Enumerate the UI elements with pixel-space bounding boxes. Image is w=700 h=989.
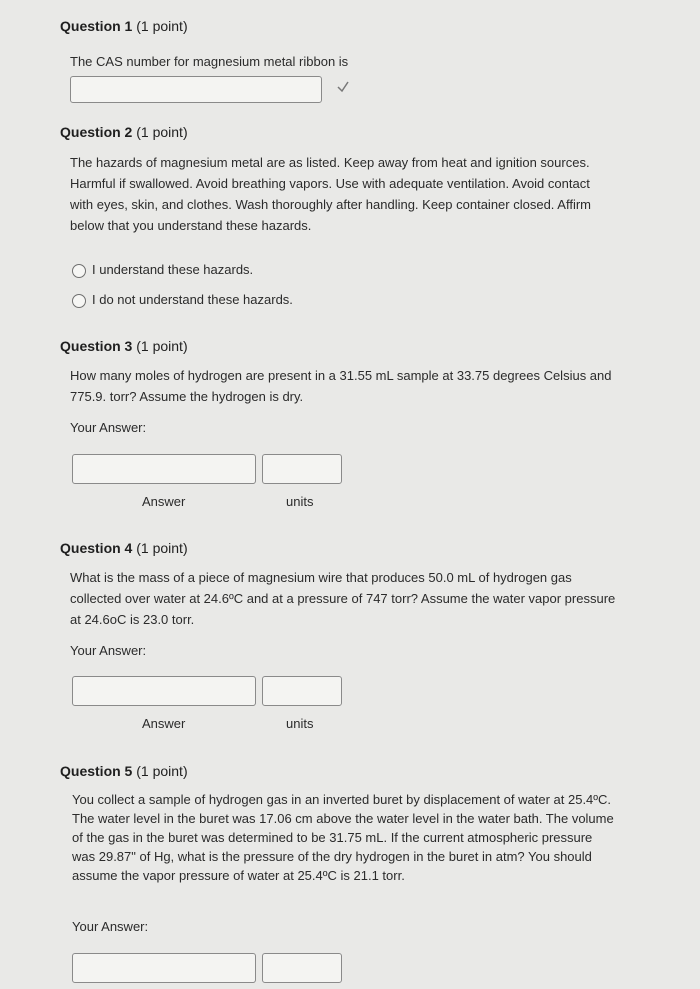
q3-units-caption: units [286, 494, 314, 509]
q3-text: How many moles of hydrogen are present in a 31.55 mL sample at 33.75 degrees Celsius and 775.9. torr? Assume the hydrogen is dry. [70, 368, 612, 404]
q4-answer-input[interactable] [72, 676, 256, 706]
q1-points: (1 point) [136, 18, 188, 34]
q3-units-input[interactable] [262, 454, 342, 484]
pencil-check-icon [336, 80, 350, 97]
q2-title: Question 2 [60, 124, 133, 140]
q4-units-input[interactable] [262, 676, 342, 706]
q1-heading [60, 18, 188, 34]
q5-answer-input[interactable] [72, 953, 256, 983]
q4-units-caption: units [286, 716, 314, 731]
q2-text: The hazards of magnesium metal are as listed. Keep away from heat and ignition sources. Harmful if swallowed. Avoid breathing vapors. Use with adequate ventilation. Avoid contact with eyes, skin, and clothes. Wash thoroughly after handling. Keep container closed. Affirm below that you understand these hazards. [70, 155, 592, 233]
q5-your-answer-label: Your Answer: [72, 919, 149, 934]
q5-text: You collect a sample of hydrogen gas in an inverted buret by displacement of water at 25.4ºC. The water level in the buret was 17.06 cm above the water level in the water bath. The volume of the gas in the buret was determined to be 31.75 mL. If the current atmospheric pressure was 29.87" of Hg, what is the pressure of the dry hydrogen in the buret in atm? You should assume the vapor pressure of water at 25.4ºC is 21.1 torr. [72, 792, 614, 883]
q4-title: Question 4 [60, 540, 133, 556]
q5-title: Question 5 [60, 763, 133, 779]
q4-your-answer-label: Your Answer: [70, 643, 147, 658]
q3-points: (1 point) [136, 338, 188, 354]
q1-text: The CAS number for magnesium metal ribbon is [70, 54, 349, 69]
q5-units-input[interactable] [262, 953, 342, 983]
q3-answer-input[interactable] [72, 454, 256, 484]
q5-points: (1 point) [136, 763, 188, 779]
q2-option-not-understand-label: I do not understand these hazards. [92, 292, 293, 307]
q1-answer-input[interactable] [70, 76, 322, 103]
q2-option-not-understand-radio[interactable] [72, 294, 86, 308]
q5-heading [60, 763, 188, 779]
q4-heading [60, 540, 188, 556]
q3-heading [60, 338, 188, 354]
q2-option-understand-label: I understand these hazards. [92, 262, 254, 277]
q4-points: (1 point) [136, 540, 188, 556]
q1-title: Question 1 [60, 18, 133, 34]
q2-heading [60, 124, 188, 140]
q2-option-understand-radio[interactable] [72, 264, 86, 278]
q2-points: (1 point) [136, 124, 188, 140]
q3-answer-caption: Answer [142, 494, 186, 509]
q4-answer-caption: Answer [142, 716, 186, 731]
q4-text: What is the mass of a piece of magnesium wire that produces 50.0 mL of hydrogen gas collected over water at 24.6ºC and at a pressure of 747 torr? Assume the water vapor pressure at 24.6oC is 23.0 torr. [70, 570, 616, 627]
q3-your-answer-label: Your Answer: [70, 420, 147, 435]
q3-title: Question 3 [60, 338, 133, 354]
